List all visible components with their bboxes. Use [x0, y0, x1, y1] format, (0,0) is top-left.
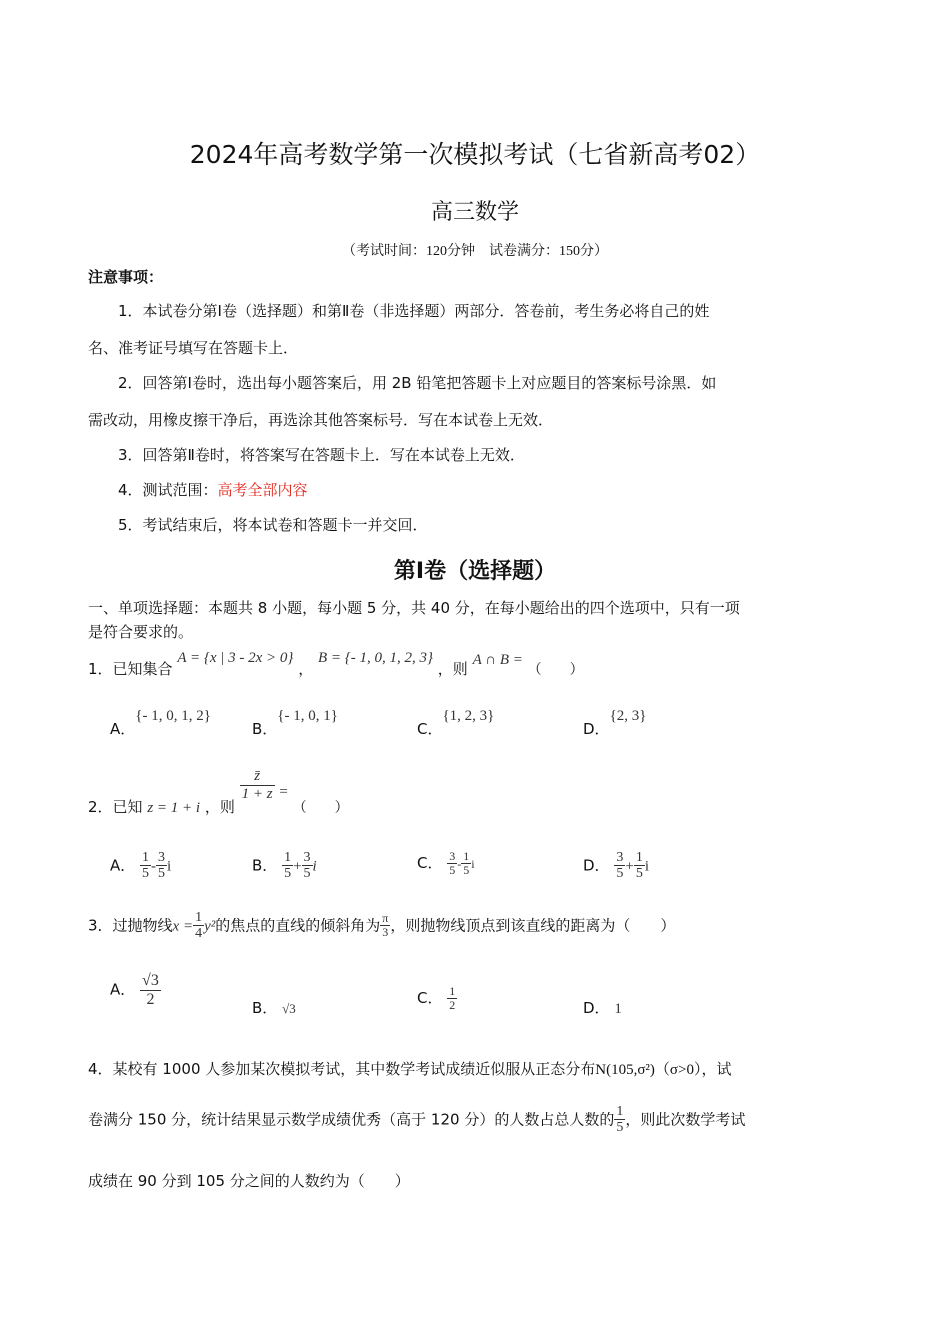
q1-answer-paren: （ ）: [527, 663, 584, 678]
q2-option-a[interactable]: [110, 850, 171, 882]
q1-set-b: B = {- 1, 0, 1, 2, 3}: [317, 650, 434, 666]
question-4-line-2: [88, 1104, 745, 1136]
q3-a-den: 2: [146, 990, 155, 1008]
q2-c-op: -: [457, 857, 462, 872]
notice-4: [118, 479, 308, 500]
q3-c-den: 2: [449, 998, 456, 1013]
exam-title: 2024年高考数学第一次模拟考试（七省新高考02）: [189, 140, 761, 169]
q3-angle-num: π: [382, 911, 389, 926]
q3-option-b[interactable]: [252, 997, 296, 1018]
q1-comma: ，: [298, 660, 314, 678]
q2-mid: ，则: [204, 797, 235, 816]
q2-d-d2: 5: [635, 866, 643, 882]
q1-mid: ，则: [437, 660, 468, 678]
q2-c-tail: i: [471, 857, 475, 872]
q2-option-c[interactable]: [417, 850, 475, 877]
notice-1-line-1: 1．本试卷分第Ⅰ卷（选择题）和第Ⅱ卷（非选择题）两部分．答卷前，考生务必将自己的姓: [118, 302, 710, 320]
q3-coef-den: 4: [195, 926, 203, 942]
q2-option-d[interactable]: [583, 850, 649, 882]
q2-a-op: -: [151, 858, 157, 875]
q2-a-n2: 3: [158, 850, 166, 865]
question-4-line-1: [88, 1058, 731, 1079]
q3-eq-rhs: y²: [204, 918, 216, 935]
q3-c-num: 1: [449, 984, 456, 998]
q3-option-a-frac: [140, 972, 161, 1008]
q3-eq-lhs: x =: [172, 918, 194, 935]
q3-option-d[interactable]: [583, 997, 622, 1018]
q4-fraction: [614, 1104, 625, 1136]
q3-mid: 的焦点的直线的倾斜角为: [215, 916, 381, 935]
q3-angle: [380, 912, 390, 939]
q3-option-c-label: C．: [417, 989, 443, 1008]
q1-option-b[interactable]: [252, 704, 338, 738]
q2-c-d1: 5: [449, 863, 456, 878]
notice-2-line-2: 需改动，用橡皮擦干净后，再选涂其他答案标号．写在本试卷上无效．: [88, 411, 554, 429]
q3-coef-num: 1: [195, 910, 203, 925]
q1-option-c[interactable]: [417, 704, 495, 738]
q1-option-b-value: {- 1, 0, 1}: [277, 708, 338, 724]
q4-frac-den: 5: [616, 1120, 624, 1136]
q4-line-1: 4．某校有 1000 人参加某次模拟考试，其中数学考试成绩近似服从正态分布: [88, 1060, 596, 1078]
q2-d-d1: 5: [616, 866, 624, 882]
q1-prefix: 1．已知集合: [88, 660, 173, 678]
q1-option-c-value: {1, 2, 3}: [442, 708, 495, 724]
q2-given: z = 1 + i: [147, 799, 201, 816]
q3-a-num: √3: [142, 972, 159, 989]
q2-a-d1: 5: [142, 866, 150, 882]
q2-b-n2: 3: [303, 850, 311, 865]
q2-option-b[interactable]: [252, 850, 317, 882]
q1-option-a[interactable]: [110, 704, 211, 738]
q3-prefix: 3．过抛物线: [88, 916, 173, 935]
q2-prefix: 2．已知: [88, 797, 143, 816]
section-title: 第Ⅰ卷（选择题）: [393, 559, 557, 584]
q4-line-2-prefix: 卷满分 150 分，统计结果显示数学成绩优秀（高于 120 分）的人数占总人数的: [88, 1110, 615, 1129]
q1-set-a: A = {x | 3 - 2x > 0}: [177, 650, 294, 666]
q2-option-b-frac2: [302, 850, 313, 882]
q2-option-c-frac2: [461, 850, 471, 877]
q1-option-a-value: {- 1, 0, 1, 2}: [135, 708, 211, 724]
q2-a-n1: 1: [142, 850, 150, 865]
q2-c-n1: 3: [449, 849, 456, 863]
q1-option-a-label: A．: [110, 720, 136, 738]
q3-suffix: ，则抛物线顶点到该直线的距离为（ ）: [390, 916, 676, 935]
q2-option-a-label: A．: [110, 856, 136, 875]
q2-option-a-frac1: [140, 850, 151, 882]
q3-coefficient: [193, 910, 204, 942]
q2-c-d2: 5: [463, 863, 470, 878]
q3-option-b-value: √3: [282, 1001, 296, 1016]
q1-option-d-value: {2, 3}: [609, 708, 647, 724]
q2-option-b-label: B．: [252, 856, 278, 875]
q2-option-a-frac2: [156, 850, 167, 882]
question-4-line-3: 成绩在 90 分到 105 分之间的人数约为（ ）: [88, 1172, 410, 1190]
part1-instructions-line-1: 一、单项选择题：本题共 8 小题，每小题 5 分，共 40 分，在每小题给出的四个选项中，只有一项: [88, 599, 740, 617]
part1-instructions-line-2: 是符合要求的。: [88, 623, 194, 641]
q3-option-d-value: 1: [614, 1001, 622, 1017]
q3-angle-den: 3: [382, 925, 389, 940]
notice-5: 5．考试结束后，将本试卷和答题卡一并交回．: [118, 516, 428, 534]
q2-fraction: [240, 768, 275, 802]
notice-2-line-1: 2．回答第Ⅰ卷时，选出每小题答案后，用 2B 铅笔把答题卡上对应题目的答案标号涂黑．如: [118, 374, 717, 392]
q3-option-a-label: A．: [110, 980, 136, 999]
q4-distribution: N(105,σ²): [595, 1062, 655, 1078]
q2-d-n2: 1: [635, 850, 643, 865]
question-3-stem: [88, 910, 675, 942]
notice-1-line-2: 名、准考证号填写在答题卡上．: [88, 339, 299, 357]
q2-b-tail: i: [312, 858, 317, 875]
notice-4-prefix: 4．测试范围：: [118, 481, 218, 499]
q4-condition: （σ>0），试: [654, 1062, 732, 1078]
q2-d-op: +: [625, 858, 634, 875]
question-1-stem: [88, 648, 584, 688]
q2-option-c-label: C．: [417, 854, 443, 873]
q2-d-tail: i: [644, 858, 649, 875]
q4-frac-num: 1: [616, 1104, 624, 1119]
q2-a-tail: i: [167, 858, 172, 875]
q1-option-c-label: C．: [417, 720, 443, 738]
q3-option-c[interactable]: [417, 985, 457, 1012]
q1-option-b-label: B．: [252, 720, 278, 738]
q1-expr: A ∩ B =: [472, 652, 523, 668]
q2-a-d2: 5: [158, 866, 166, 882]
q2-d-n1: 3: [616, 850, 624, 865]
notice-4-scope: 高考全部内容: [217, 481, 308, 499]
q2-option-c-frac1: [447, 850, 457, 877]
q2-option-b-frac1: [282, 850, 293, 882]
q2-option-d-frac1: [614, 850, 625, 882]
q2-b-d1: 5: [284, 866, 292, 882]
q2-b-d2: 5: [303, 866, 311, 882]
notice-heading: 注意事项：: [88, 268, 164, 286]
q2-b-n1: 1: [284, 850, 292, 865]
q3-option-c-frac: [447, 985, 457, 1012]
q1-option-d[interactable]: [583, 704, 647, 738]
q3-option-a[interactable]: [110, 972, 161, 1008]
q2-fraction-denominator: 1 + z: [241, 785, 273, 802]
q2-c-n2: 1: [463, 849, 470, 863]
q2-option-d-frac2: [634, 850, 645, 882]
question-2-stem: [88, 762, 349, 816]
q2-fraction-numerator: z̄: [240, 768, 275, 786]
exam-subtitle: 高三数学: [430, 200, 519, 225]
q2-answer-paren: （ ）: [292, 800, 349, 816]
q2-equals: =: [279, 783, 288, 800]
q2-option-d-label: D．: [583, 856, 610, 875]
notice-3: 3．回答第Ⅱ卷时，将答案写在答题卡上．写在本试卷上无效．: [118, 446, 525, 464]
q3-option-b-label: B．: [252, 999, 278, 1017]
q2-b-op: +: [293, 858, 302, 875]
q3-option-d-label: D．: [583, 999, 610, 1017]
exam-info: （考试时间：120分钟 试卷满分：150分）: [342, 244, 608, 259]
q1-option-d-label: D．: [583, 720, 610, 738]
q4-line-2-suffix: ，则此次数学考试: [625, 1110, 746, 1129]
